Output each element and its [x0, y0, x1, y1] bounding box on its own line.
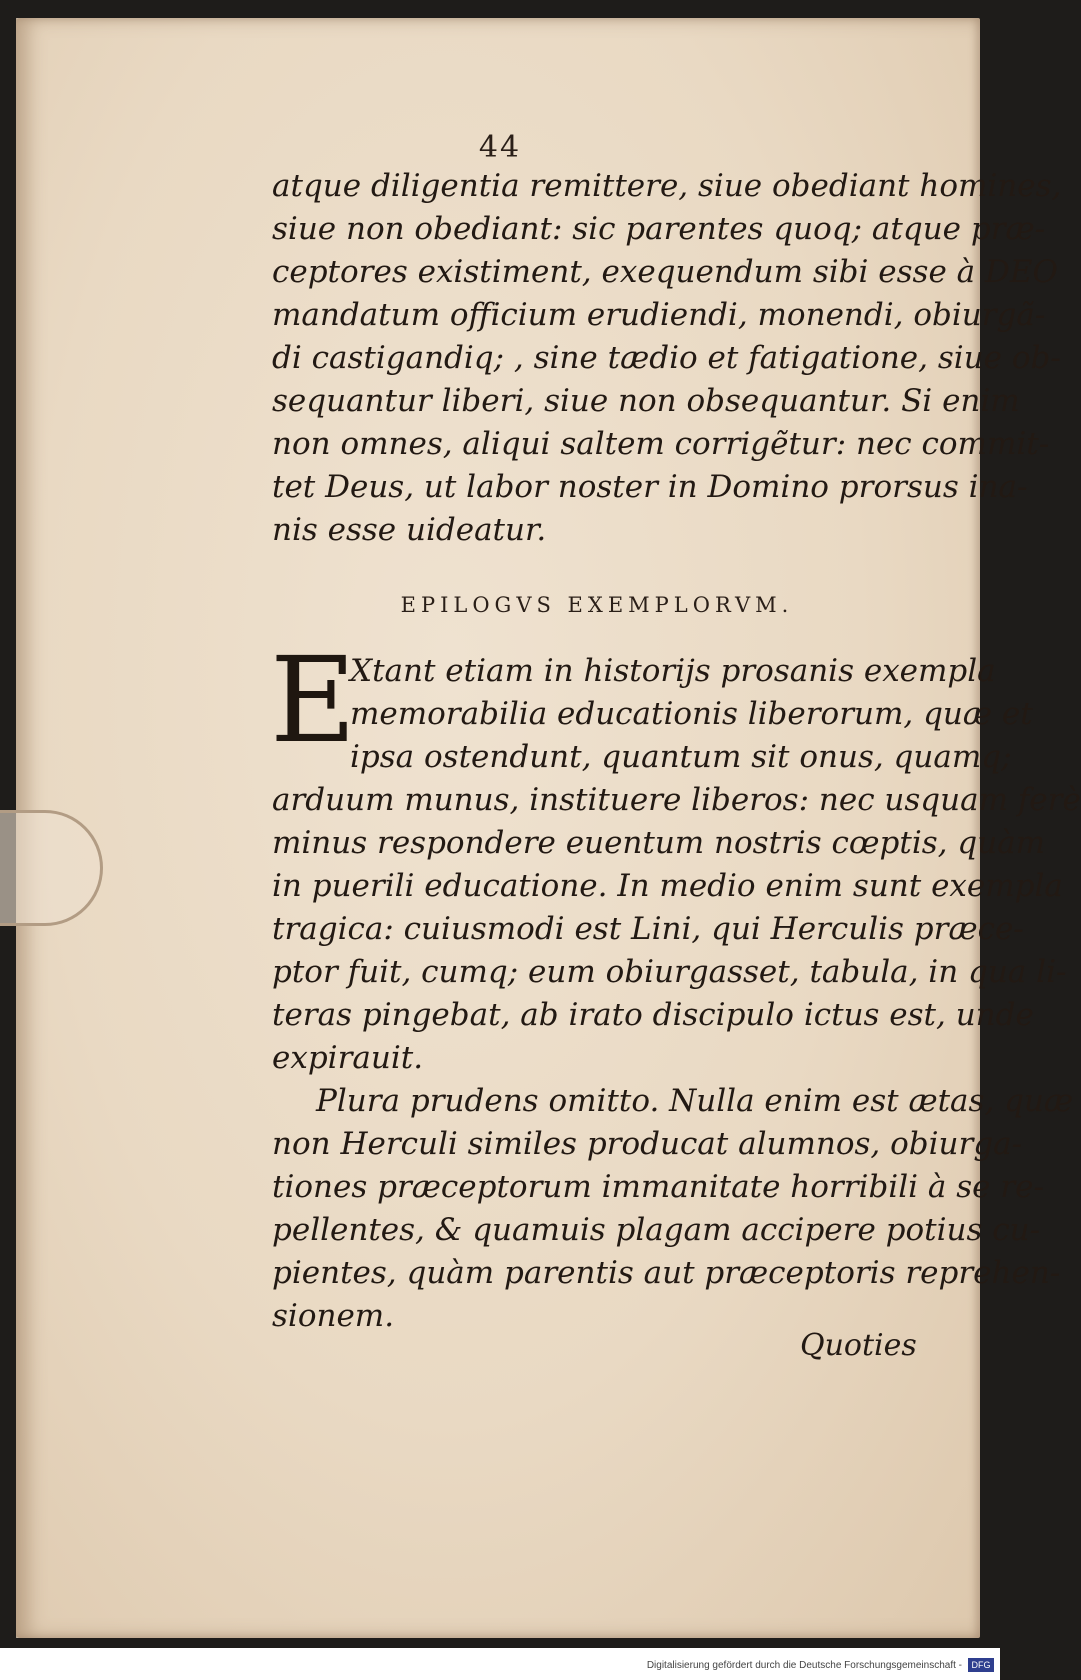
text-line: pientes, quàm parentis aut præceptoris reprehen- — [272, 1255, 1061, 1291]
paragraph-3 — [272, 1080, 1074, 1338]
text-line: minus respondere euentum nostris cœptis, quàm — [272, 825, 1046, 861]
text-line: sionem. — [272, 1298, 395, 1334]
page-number: 44 — [478, 130, 522, 165]
section-heading: EPILOGVS EXEMPLORVM. — [400, 593, 794, 617]
paragraph-2-cap-lines — [350, 650, 1033, 779]
text-line: ptor fuit, cumq; eum obiurgasset, tabula, in qua li- — [272, 954, 1067, 990]
text-line: arduum munus, instituere liberos: nec usquam ferè — [272, 782, 1081, 818]
text-line: mandatum officium erudiendi, monendi, obiurgã- — [272, 297, 1046, 333]
text-line: tiones præceptorum immanitate horribili à se re- — [272, 1169, 1044, 1205]
paragraph-2 — [272, 779, 1081, 1080]
drop-capital: E — [270, 631, 357, 769]
text-line: pellentes, & quamuis plagam accipere potius cu- — [272, 1212, 1041, 1248]
text-line: atque diligentia remittere, siue obediant homines, — [272, 168, 1062, 204]
text-line: non Herculi similes producat alumnos, obiurga- — [272, 1126, 1023, 1162]
paragraph-1 — [272, 165, 1062, 552]
text-line: tragica: cuiusmodi est Lini, qui Herculis præce- — [272, 911, 1024, 947]
text-line: Xtant etiam in historijs prosanis exempla — [350, 653, 996, 689]
dfg-logo: DFG — [968, 1658, 994, 1672]
text-line: tet Deus, ut labor noster in Domino prorsus ina- — [272, 469, 1028, 505]
funding-credit: Digitalisierung gefördert durch die Deutsche Forschungsgemeinschaft - — [646, 1660, 962, 1671]
text-line: siue non obediant: sic parentes quoq; atque præ- — [272, 211, 1046, 247]
text-line: sequantur liberi, siue non obsequantur. Si enim — [272, 383, 1020, 419]
text-line: memorabilia educationis liberorum, quæ et — [350, 696, 1033, 732]
text-line: ipsa ostendunt, quantum sit onus, quamq; — [350, 739, 1012, 775]
text-line: non omnes, aliqui saltem corrigẽtur: nec commit- — [272, 426, 1050, 462]
catchword: Quoties — [800, 1328, 917, 1363]
text-line: Plura prudens omitto. Nulla enim est ætas, quæ — [316, 1083, 1074, 1119]
text-line: ceptores existiment, exequendum sibi esse à DEO — [272, 254, 1058, 290]
text-line: teras pingebat, ab irato discipulo ictus est, unde — [272, 997, 1034, 1033]
text-line: in puerili educatione. In medio enim sunt exempla — [272, 868, 1063, 904]
text-line: expirauit. — [272, 1040, 424, 1076]
text-line: di castigandiq; , sine tædio et fatigatione, siue ob- — [272, 340, 1061, 376]
text-line: nis esse uideatur. — [272, 512, 547, 548]
